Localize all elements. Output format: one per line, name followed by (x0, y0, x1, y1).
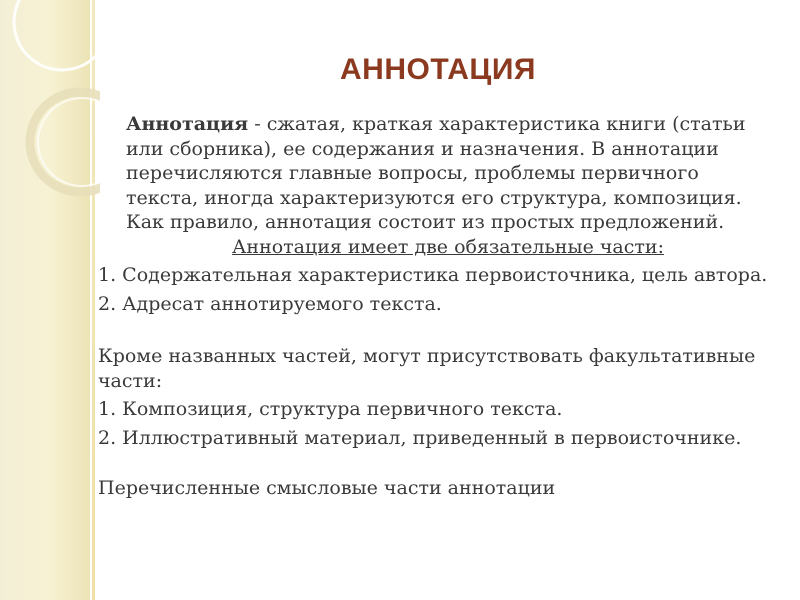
decorative-circle-top (14, 0, 100, 70)
slide-title: АННОТАЦИЯ (340, 53, 536, 86)
decorative-circle-inner (38, 98, 100, 186)
spacer (98, 316, 788, 340)
slide-body (98, 112, 788, 501)
required-parts-heading: Аннотация имеет две обязательные части: (232, 235, 664, 258)
decorative-circle-middle (30, 92, 100, 192)
required-part-1: 1. Содержательная характеристика первоисточника, цель автора. (98, 264, 768, 286)
optional-part-2: 2. Иллюстративный материал, приведенный в первоисточнике. (98, 426, 742, 449)
definition-text: - сжатая, краткая характеристика книги (статьи или сборника), ее содержания и назначения. В аннотации перечисляются главные вопросы, проблемы первичного текста, иногда характеризуются его структура, композиция. Как правило, аннотация состоит из простых предложений. (126, 113, 746, 233)
definition-paragraph (126, 112, 776, 235)
required-part-2: 2. Адресат аннотируемого текста. (98, 292, 442, 315)
defined-term: Аннотация (126, 113, 249, 135)
optional-part-1: 1. Композиция, структура первичного текста. (98, 398, 563, 420)
decorative-circles (0, 0, 100, 600)
optional-parts-intro: Кроме названных частей, могут присутствовать факультативные части: (98, 345, 756, 392)
closing-text-fragment: Перечисленные смысловые части аннотации (98, 477, 556, 499)
